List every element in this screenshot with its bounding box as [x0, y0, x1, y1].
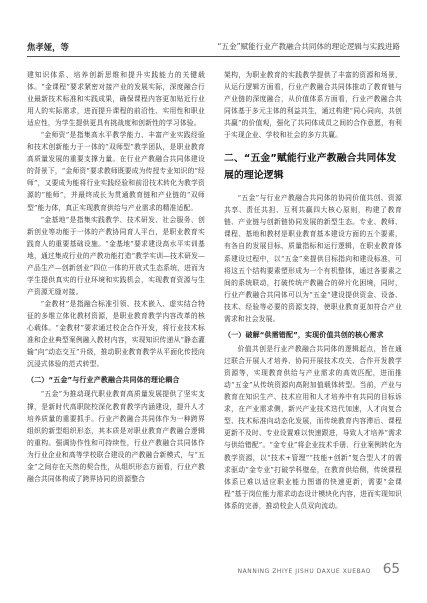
paragraph: “金基地”是指集实践教学、技术研发、社会服务、创新创业等功能于一体的产教协同育人平台，是职业教育实践育人的重要基础设施。“金基地”要求建设高水平实训基地，通过集成行业的产教功能打造“教学实训—技术研发—产品生产—创新创业”四位一体的开放式生态系统，进而为学生提供真实的行业环境和实践机会，实现教育资源与生产资源无缝对接。	[27, 215, 205, 296]
paragraph: “金教材”是指融合标准引领、技术嵌入、虚实结合特征的多维立体化教材资源，是职业教育教学内容改革的核心载体。“金教材”要求通过校企合作开发，将行业技术标准和企业典型案例融入教材内容，实现知识传递从“静态灌输”向“动态交互”升级，推动职业教育教学从平面化传授向沉浸式体验的范式转型。	[27, 299, 205, 369]
footer-journal-name: NANNING ZHIYE JISHU DAXUE XUEBAO	[237, 569, 371, 575]
header-rule	[27, 56, 400, 57]
paragraph: “五金”与行业产教融合共同体的协同价值共创、资源共享、责任共担、互利共赢四大核心原则，构建了教育链、产业链与创新链协同发展的新型生态。专业、教师、课程、基地和教材是职业教育基本建设方面的五个要素，有各自的发展目标、质量指标和运行逻辑，在职业教育体系建设过程中，以“五金”来提供目标指向和建设标准，可将这五个结构要素塑形成为一个有机整体，通过各要素之间的系统联动，打破传统产教融合的碎片化困境，同时，行业产教融合共同体可以为“五金”建设提供资金、设备、技术、经验等必要的资源支持，使职业教育更加符合产业需求和社会发展。	[224, 194, 402, 323]
running-header-authors: 焦孝娅，等	[27, 42, 69, 52]
paragraph: 价值共创是行业产教融合共同体的逻辑起点，旨在通过联合开展人才培养、协同开展技术攻关、合作开发教学资源等，实现教育供给与产业需求的高效匹配，进而推动“五金”从传统资源向高附加值载体转型。当前，产业与教育在知识生产、技术应用和人才培养中有共同的目标诉求，在产业需求侧，新兴产业技术迭代加速，人才向复合型、技术标准向动态化发展，而传统教育内容滞后、课程更新不及时、专业设置难以快速跟进，导致人才培养“需求与供给错配”。“金专业”将企业技术手册、行业案例转化为教学资源，以“技术+管理”“技能+创新”复合型人才的需求驱动“金专业”打破学科壁垒，在教育供给侧，传统课程体系已难以适应职业能力图谱的快速更新，需要“金课程”基于岗位能力需求动态设计模块化内容，进而实现知识体系的完善，推动校企人员双向流动。	[224, 345, 402, 510]
paragraph: 架构，为职业教育的实践教学提供了丰富的资源和场景，从运行逻辑方面看，行业产教融合共同体推动了教育链与产业链的深度融合，从价值体系方面看，行业产教融合共同体基于多元主体的利益共生，通过构建“同心同向、共创共赢”的价值观，强化了共同体成员之间的合作意愿，有利于实现企业、学校和社会的多方共赢。	[224, 71, 402, 140]
section-heading: 二、“五金”赋能行业产教融合共同体发展的理论逻辑	[224, 153, 397, 181]
paragraph: “金师资”是指集高水平教学能力、丰富产业实践经验和技术创新能力于一体的“双师型”教学团队，是职业教育高质量发展的重要支撑力量。在行业产教融合共同体建设的背景下，“金师资”要求教师既要成为传授专业知识的“经师”，又要成为能将行业实践经验和前沿技术转化为教学资源的“能师”，并最终成长为贯通教育链和产业链的“双师型”能力体，真正实现教育供给与产业需求的精准适配。	[27, 131, 205, 212]
paragraph: 建知识体系、培养创新思维和提升实践能力的关键载体。“金课程”要求紧密对接产业的发展实际，深度融合行业最新技术标准和实践成果，确保课程内容更加贴近行业用人的实际需求，进而提升课程的前沿性、实用性和职业适应性，为学生提供更具有挑战度和创新性的学习体验。	[27, 71, 205, 128]
subsection-heading: （二）“五金”与行业产教融合共同体的理论耦合	[27, 376, 180, 385]
subsection-heading: （一）破解“供需错配”，实现价值共创的核心需求	[224, 330, 384, 339]
right-column	[224, 69, 402, 512]
paragraph: “五金”为推动现代职业教育高质量发展提供了坚实支撑，是新时代高职院校深化教育教学内涵建设，提升人才培养质量的重要抓手。行业产教融合共同体作为一种跨界组织的新型组织形态，其本质是对职业教育产教融合逻辑的重构。强调协作性和可持续性，行业产教融合共同体作为行业企业和高等学校联合建设的产教融合新模式，与“五金”之间存在天然的契合性，从组织形态方面看，行业产教融合共同体构成了跨界协同的资源整合	[27, 390, 205, 483]
left-column	[27, 69, 205, 485]
page-number: 65	[382, 561, 400, 577]
running-header-title: “五金”赋能行业产教融合共同体的理论逻辑与实践进路	[217, 42, 400, 51]
